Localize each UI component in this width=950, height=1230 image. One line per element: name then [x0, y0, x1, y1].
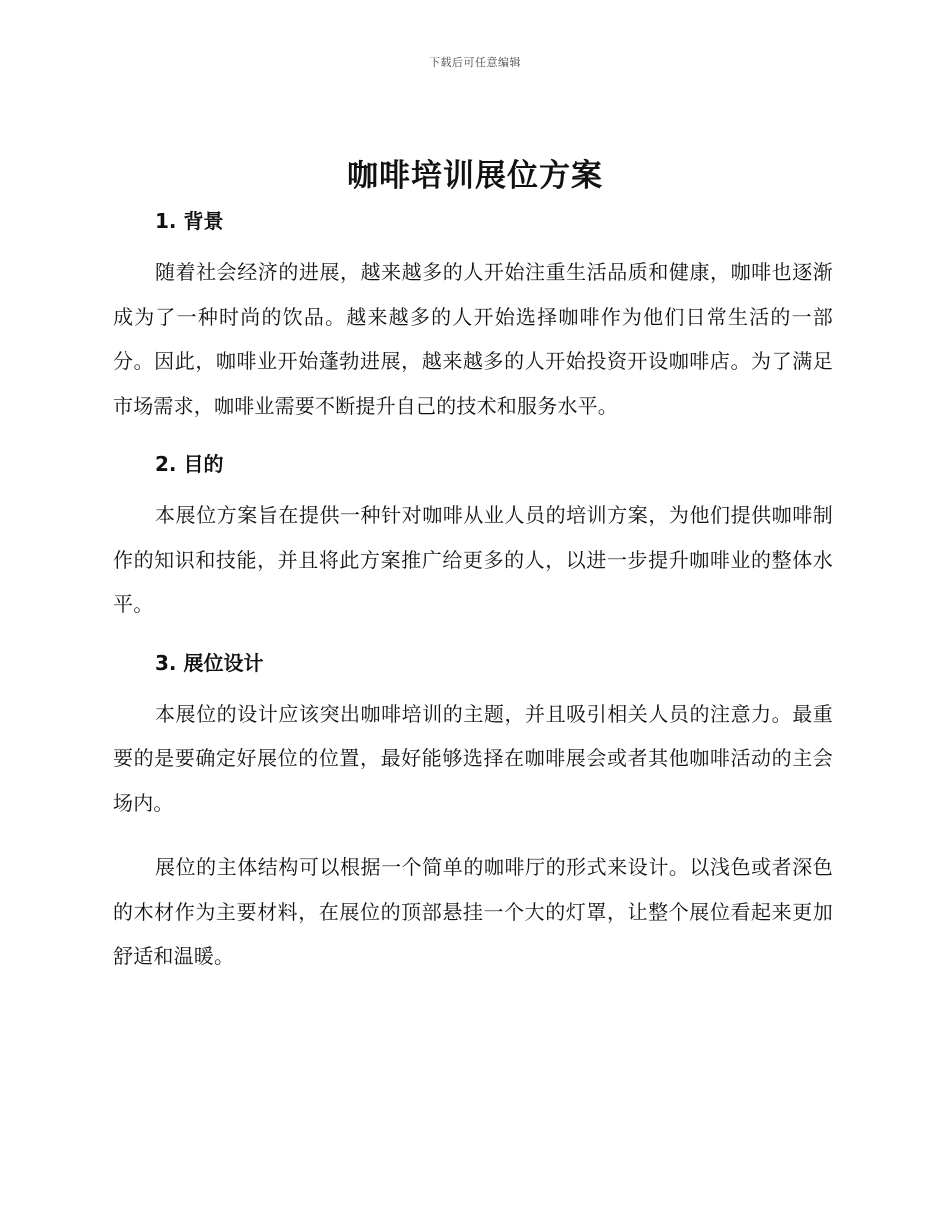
section-heading: 1. 背景 [155, 209, 224, 233]
section-purpose [113, 448, 833, 627]
document-title: 咖啡培训展位方案 [347, 158, 603, 194]
section-heading: 3. 展位设计 [155, 650, 264, 675]
paragraph: 本展位的设计应该突出咖啡培训的主题，并且吸引相关人员的注意力。最重要的是要确定好展位的位置，最好能够选择在咖啡展会或者其他咖啡活动的主会场内。 [113, 701, 833, 815]
section-background [113, 205, 833, 428]
header-note: 下载后可任意编辑 [429, 56, 521, 69]
section-heading: 2. 目的 [155, 452, 224, 476]
paragraph: 随着社会经济的进展，越来越多的人开始注重生活品质和健康，咖啡也逐渐成为了一种时尚的饮品。越来越多的人开始选择咖啡作为他们日常生活的一部分。因此，咖啡业开始蓬勃进展，越来越多的人开始投资开设咖啡店。为了满足市场需求，咖啡业需要不断提升自己的技术和服务水平。 [113, 260, 833, 418]
paragraph: 本展位方案旨在提供一种针对咖啡从业人员的培训方案，为他们提供咖啡制作的知识和技能，并且将此方案推广给更多的人，以进一步提升咖啡业的整体水平。 [113, 503, 833, 616]
paragraph: 展位的主体结构可以根据一个简单的咖啡厅的形式来设计。以浅色或者深色的木材作为主要材料，在展位的顶部悬挂一个大的灯罩，让整个展位看起来更加舒适和温暖。 [113, 855, 833, 968]
section-booth-design [113, 647, 833, 979]
document-body [113, 205, 833, 979]
